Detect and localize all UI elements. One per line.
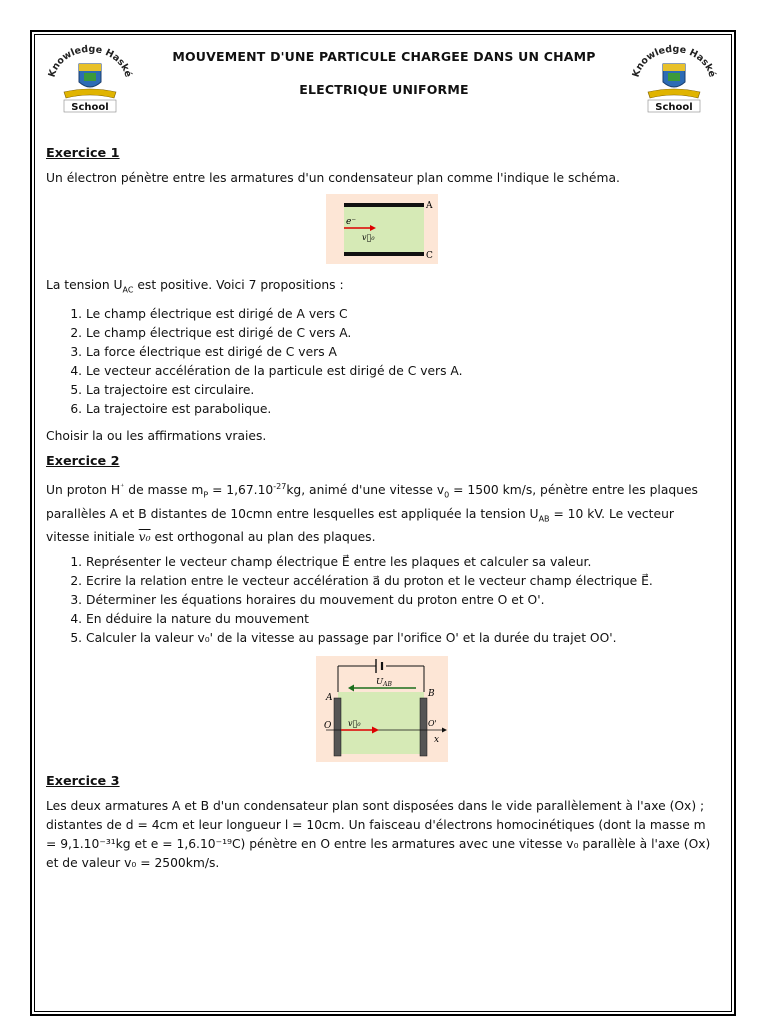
exercise2-questions bbox=[46, 553, 718, 648]
plate-label-A: A bbox=[326, 693, 333, 704]
velocity-label: v⃗₀ bbox=[348, 719, 361, 729]
origin-label-O: O bbox=[324, 721, 332, 732]
capacitor-diagram-2 bbox=[316, 656, 448, 762]
list-item: 3. La force électrique est dirigé de C vers A bbox=[86, 343, 718, 362]
list-item: 6. La trajectoire est parabolique. bbox=[86, 400, 718, 419]
exercise1-heading: Exercice 1 bbox=[46, 146, 120, 161]
tension-label: U bbox=[376, 677, 384, 688]
velocity-label: v⃗₀ bbox=[362, 233, 375, 242]
school-logo-left bbox=[44, 42, 136, 116]
exercise1-intro: Un électron pénètre entre les armatures d'un condensateur plan comme l'indique le schéma. bbox=[46, 171, 620, 185]
logo-school-text: School bbox=[71, 102, 109, 113]
svg-text:UAB bbox=[376, 677, 393, 688]
capacitor-diagram-1 bbox=[326, 194, 438, 264]
exercise3-statement: Les deux armatures A et B d'un condensateur plan sont disposées dans le vide parallèlement à l'axe (Ox) ; distantes de d = 4cm et leur longueur l = 10cm. Un faisceau d'électrons homocinétiques (dont la masse m = 9,1.10⁻³¹kg et e = 1,6.10⁻¹⁹C) pénètre en O entre les armatures avec une vitesse v₀ parallèle à l'axe (Ox) et de valeur v₀ = 2500km/s. bbox=[46, 799, 711, 871]
list-item: 2. Le champ électrique est dirigé de C vers A. bbox=[86, 324, 718, 343]
orifice-label: O' bbox=[428, 719, 437, 729]
list-item: 1. Représenter le vecteur champ électrique E⃗ entre les plaques et calculer sa valeur. bbox=[86, 553, 718, 572]
document-body bbox=[46, 140, 718, 879]
list-item: 5. La trajectoire est circulaire. bbox=[86, 381, 718, 400]
exercise2-heading: Exercice 2 bbox=[46, 454, 120, 470]
logo-arc-text: Knowledge Haské bbox=[46, 43, 134, 79]
list-item: 3. Déterminer les équations horaires du mouvement du proton entre O et O'. bbox=[86, 591, 718, 610]
electron-label: e⁻ bbox=[346, 217, 357, 227]
school-logo-right bbox=[628, 42, 720, 116]
list-item: 5. Calculer la valeur v₀' de la vitesse au passage par l'orifice O' et la durée du trajet OO'. bbox=[86, 629, 718, 648]
tension-label-sub: AB bbox=[383, 681, 392, 689]
list-item: 1. Le champ électrique est dirigé de A vers C bbox=[86, 305, 718, 324]
list-item: 4. Le vecteur accélération de la particule est dirigé de C vers A. bbox=[86, 362, 718, 381]
page-title-line2: ELECTRIQUE UNIFORME bbox=[299, 82, 469, 97]
exercise1-question: Choisir la ou les affirmations vraies. bbox=[46, 429, 267, 444]
exercise1-propositions bbox=[46, 305, 718, 419]
page-title-line1: MOUVEMENT D'UNE PARTICULE CHARGEE DANS UN CHAMP bbox=[172, 49, 596, 64]
plate-label-B: B bbox=[428, 689, 435, 700]
exercise1-tension: La tension $U_{AC}$ est positive. Voici 7 propositions : bbox=[46, 278, 344, 295]
logo-school-text: School bbox=[655, 102, 693, 113]
logo-arc-text: Knowledge Haské bbox=[630, 43, 718, 79]
exercise2-statement: Un proton H⁺ de masse $m_P = 1,67.10^{-27}kg$, animé d'une vitesse $v_0 = 1500$ km/s, pénètre entre les plaques parallèles A et B distantes de 10cmn entre lesquelles est appliquée la tension $U_{AB} = 10$ kV. Le vecteur vitesse initiale v₀ est orthogonal au plan des plaques. bbox=[46, 482, 698, 545]
axis-label-x: x bbox=[434, 735, 440, 746]
list-item: 2. Ecrire la relation entre le vecteur accélération a⃗ du proton et le vecteur champ électrique E⃗. bbox=[86, 572, 718, 591]
plate-label-C: C bbox=[426, 251, 433, 261]
exercise3-heading: Exercice 3 bbox=[46, 774, 120, 790]
plate-label-A: A bbox=[426, 201, 433, 211]
list-item: 4. En déduire la nature du mouvement bbox=[86, 610, 718, 629]
